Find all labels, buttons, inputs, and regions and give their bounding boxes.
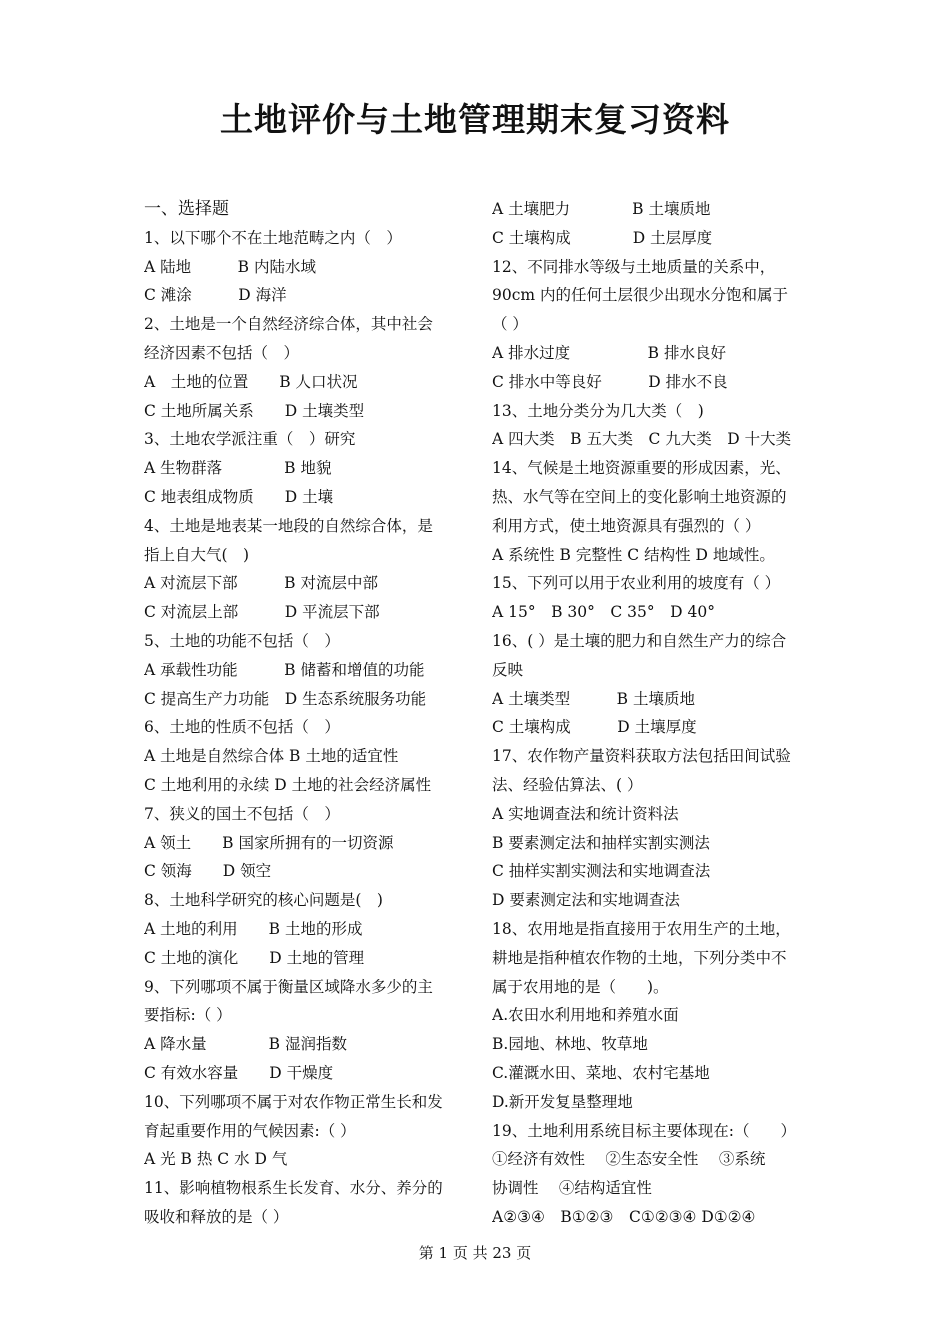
- text-line: 3、土地农学派注重（ ）研究: [144, 430, 356, 449]
- text-line: 12、不同排水等级与土地质量的关系中，: [492, 257, 776, 276]
- text-line: A 承载性功能 B 储蓄和增值的功能: [144, 660, 425, 679]
- right-column: [492, 195, 814, 1232]
- text-line: A 土壤类型 B 土壤质地: [492, 689, 695, 708]
- text-line: 13、土地分类分为几大类（ ): [492, 401, 704, 420]
- text-line: 19、土地利用系统目标主要体现在:（ ）: [492, 1121, 796, 1140]
- text-line: 14、气候是土地资源重要的形成因素，光、: [492, 459, 791, 478]
- document-title: 土地评价与土地管理期末复习资料: [220, 100, 730, 139]
- text-line: 15、下列可以用于农业利用的坡度有（ ）: [492, 574, 781, 593]
- text-line: A 系统性 B 完整性 C 结构性 D 地域性。: [492, 545, 775, 564]
- text-line: 1、以下哪个不在土地范畴之内（ ）: [144, 228, 402, 247]
- text-line: A 土地的利用 B 土地的形成: [144, 919, 363, 938]
- text-line: C 对流层上部 D 平流层下部: [144, 603, 380, 622]
- text-line: C 滩涂 D 海洋: [144, 286, 287, 305]
- text-line: A 排水过度 B 排水良好: [492, 343, 726, 362]
- text-line: 16、( ）是土壤的肥力和自然生产力的综合: [492, 631, 787, 650]
- text-line: 2、土地是一个自然经济综合体，其中社会: [144, 315, 433, 334]
- text-line: C 提高生产力功能 D 生态系统服务功能: [144, 689, 427, 708]
- text-line: C 有效水容量 D 干燥度: [144, 1063, 334, 1082]
- text-line: C 排水中等良好 D 排水不良: [492, 372, 728, 391]
- text-line: 6、土地的性质不包括（ ）: [144, 718, 340, 737]
- text-line: B.园地、林地、牧草地: [492, 1035, 648, 1054]
- text-line: 9、下列哪项不属于衡量区域降水多少的主: [144, 977, 433, 996]
- text-line: 吸收和释放的是（ ）: [144, 1207, 289, 1226]
- text-line: 4、土地是地表某一地段的自然综合体，是: [144, 516, 433, 535]
- text-line: D 要素测定法和实地调查法: [492, 891, 680, 910]
- text-line: 7、狭义的国土不包括（ ）: [144, 804, 340, 823]
- text-line: A.农田水利用地和养殖水面: [492, 1006, 679, 1025]
- text-line: A 生物群落 B 地貌: [144, 459, 332, 478]
- text-line: 90cm 内的任何土层很少出现水分饱和属于: [492, 286, 789, 305]
- left-column: [144, 195, 466, 1232]
- text-line: C 领海 D 领空: [144, 862, 272, 881]
- text-line: A 领土 B 国家所拥有的一切资源: [144, 833, 394, 852]
- text-line: 18、农用地是指直接用于农用生产的土地，: [492, 919, 791, 938]
- text-line: 17、农作物产量资料获取方法包括田间试验: [492, 747, 791, 766]
- text-line: C 土地利用的永续 D 土地的社会经济属性: [144, 775, 432, 794]
- text-line: C 抽样实割实测法和实地调查法: [492, 862, 711, 881]
- text-line: C 土地的演化 D 土地的管理: [144, 948, 365, 967]
- text-line: A 对流层下部 B 对流层中部: [144, 574, 378, 593]
- text-line: A 15° B 30° C 35° D 40°: [492, 603, 715, 622]
- section-heading: 一、选择题: [144, 199, 229, 219]
- text-line: A 土壤肥力 B 土壤质地: [492, 200, 711, 218]
- text-line: A 降水量 B 湿润指数: [144, 1035, 347, 1054]
- text-line: 11、影响植物根系生长发育、水分、养分的: [144, 1179, 443, 1198]
- text-line: 利用方式，使土地资源具有强烈的（ ）: [492, 516, 761, 535]
- text-line: 10、下列哪项不属于对农作物正常生长和发: [144, 1092, 443, 1111]
- text-line: 属于农用地的是（ )。: [492, 977, 669, 996]
- text-line: C 地表组成物质 D 土壤: [144, 487, 334, 506]
- text-line: 耕地是指种植农作物的土地，下列分类中不: [492, 948, 787, 967]
- text-line: A 四大类 B 五大类 C 九大类 D 十大类: [492, 430, 792, 449]
- text-line: D.新开发复垦整理地: [492, 1092, 633, 1111]
- text-line: 育起重要作用的气候因素:（ ）: [144, 1121, 356, 1140]
- text-line: 经济因素不包括（ ）: [144, 343, 300, 362]
- text-line: 法、经验估算法、( ）: [492, 775, 643, 794]
- text-line: 热、水气等在空间上的变化影响土地资源的: [492, 487, 787, 506]
- text-line: 8、土地科学研究的核心问题是( ): [144, 891, 383, 910]
- text-line: 协调性 ④结构适宜性: [492, 1179, 652, 1198]
- text-line: C 土壤构成 D 土壤厚度: [492, 718, 697, 737]
- text-line: A 光 B 热 C 水 D 气: [144, 1150, 288, 1169]
- text-line: C 土地所属关系 D 土壤类型: [144, 401, 365, 420]
- text-line: A 土地是自然综合体 B 土地的适宜性: [144, 747, 399, 766]
- text-line: A②③④ B①②③ C①②③④ D①②④: [492, 1207, 756, 1226]
- text-line: A 陆地 B 内陆水域: [144, 257, 316, 276]
- text-line: A 土地的位置 B 人口状况: [144, 372, 358, 391]
- text-line: 5、土地的功能不包括（ ）: [144, 631, 340, 650]
- text-line: （ ）: [492, 315, 528, 334]
- text-line: 反映: [492, 660, 524, 679]
- text-line: ①经济有效性 ②生态安全性 ③系统: [492, 1150, 766, 1169]
- text-line: C 土壤构成 D 土层厚度: [492, 228, 713, 247]
- page-footer: 第 1 页 共 23 页: [418, 1244, 532, 1262]
- text-line: 要指标:（ ）: [144, 1006, 232, 1025]
- text-line: 指上自大气( ): [144, 545, 250, 564]
- text-line: B 要素测定法和抽样实割实测法: [492, 833, 710, 852]
- text-line: C.灌溉水田、菜地、农村宅基地: [492, 1063, 710, 1082]
- text-line: A 实地调查法和统计资料法: [492, 804, 679, 823]
